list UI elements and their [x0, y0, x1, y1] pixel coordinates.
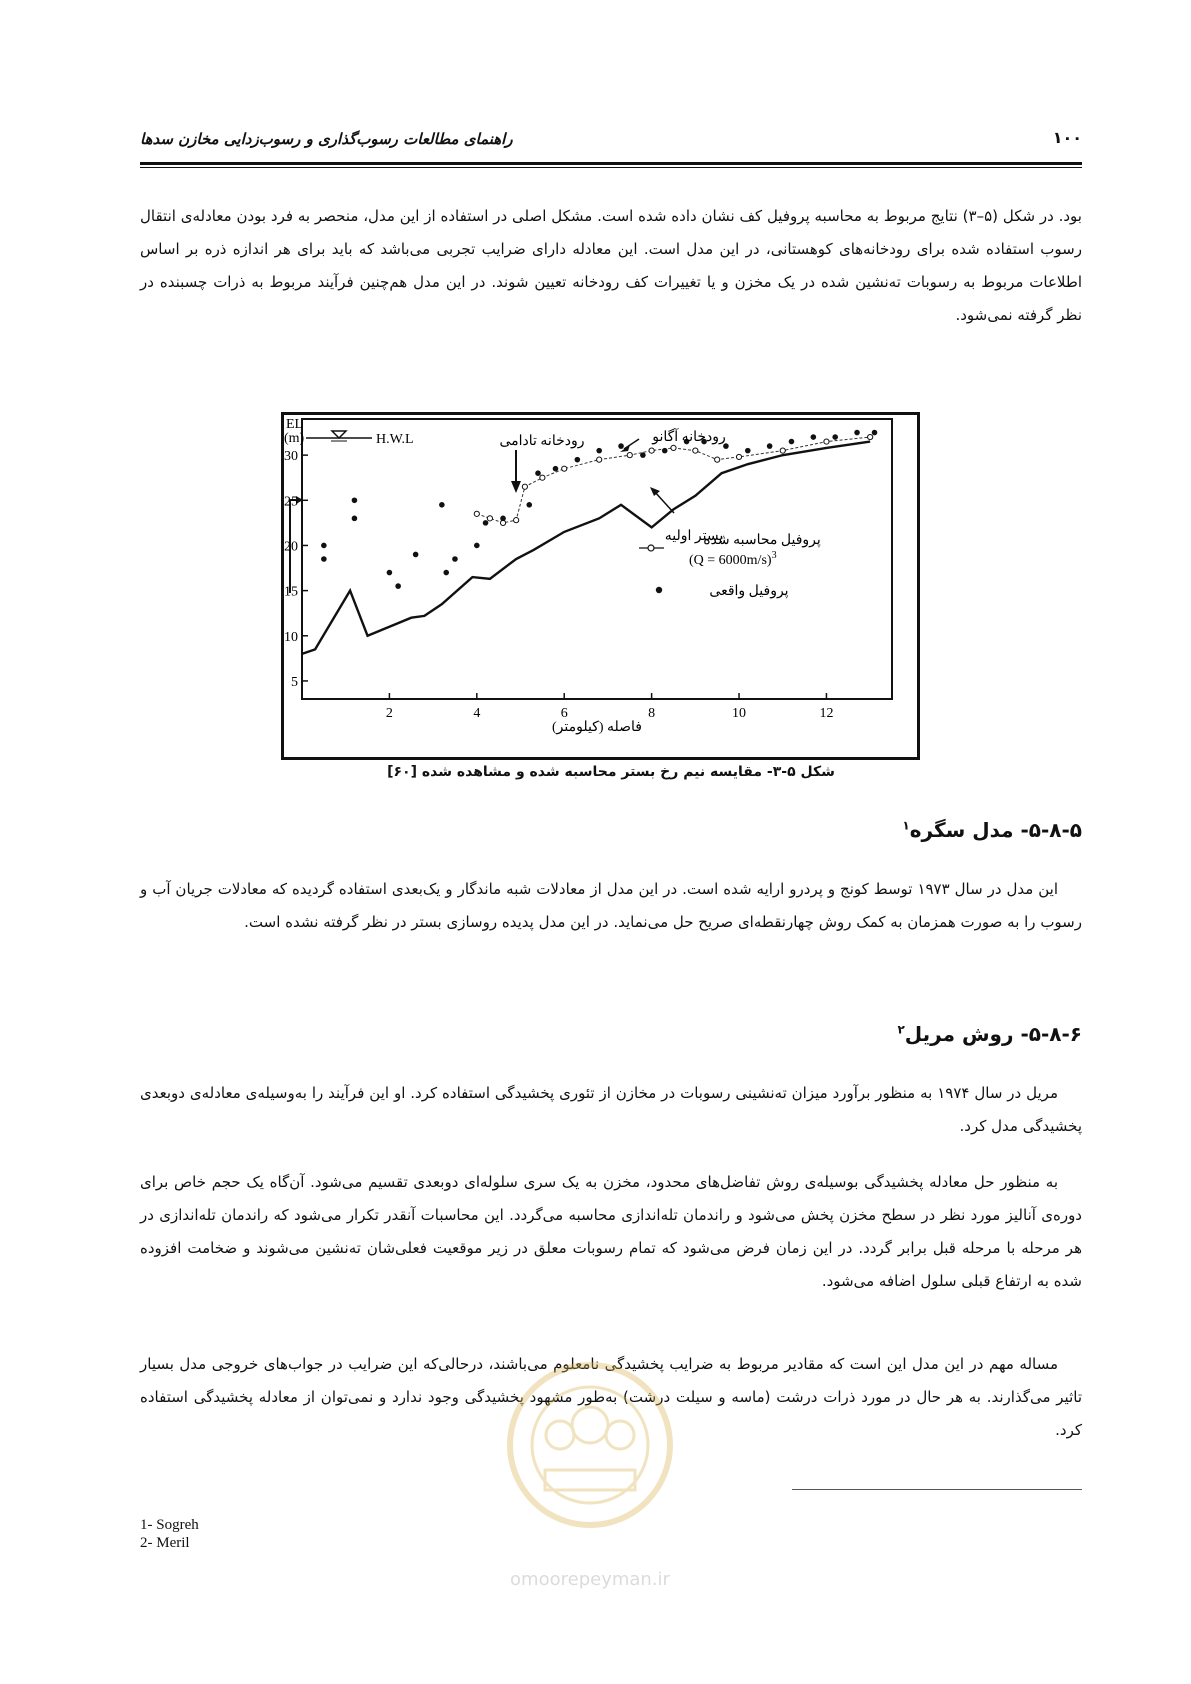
aganu-arrow [624, 439, 639, 449]
observed-profile-point [832, 434, 838, 440]
label-initial-bed: بستر اولیه [664, 529, 724, 544]
header-rule [140, 162, 1082, 165]
observed-profile-point [662, 448, 668, 454]
x-tick-label: 12 [819, 706, 834, 721]
hwl-label: H.W.L [376, 432, 414, 447]
observed-profile-point [535, 470, 541, 476]
observed-profile-point [767, 443, 773, 449]
y-tick-label: 30 [284, 449, 298, 465]
computed-profile-point [540, 475, 545, 480]
observed-profile-point [321, 556, 327, 562]
computed-profile-point [514, 518, 519, 523]
section-heading-sogreh-text: ۵-۸-۵- مدل سگره [909, 818, 1082, 842]
x-tick-label: 8 [648, 706, 656, 721]
computed-profile-point [649, 448, 654, 453]
bed-profile-chart [284, 415, 917, 757]
observed-profile-point [596, 448, 602, 454]
observed-profile-point [321, 543, 327, 549]
tadami-arrowhead [511, 481, 521, 493]
computed-profile-point [522, 484, 527, 489]
y-tick-label: 25 [284, 494, 298, 510]
computed-profile-point [715, 457, 720, 462]
observed-profile-point [854, 430, 860, 436]
legend-discharge [689, 550, 777, 568]
observed-profile-point [395, 583, 401, 589]
label-aganu-river: رودخانه آگانو [652, 430, 726, 445]
computed-profile-point [627, 453, 632, 458]
footnote-2: 2- Meril [140, 1535, 190, 1551]
observed-profile-point [553, 466, 559, 472]
computed-profile-point [474, 511, 479, 516]
legend-observed-label: پروفیل واقعی [709, 584, 789, 599]
legend-discharge-text: (Q = 6000m/s) [689, 553, 772, 568]
book-title: راهنمای مطالعات رسوب‌گذاری و رسوب‌زدایی مخازن سدها [140, 130, 513, 148]
computed-profile-point [671, 445, 676, 450]
paragraph-meril-3: مساله مهم در این مدل این است که مقادیر مربوط به ضرایب پخشیدگی نامعلوم می‌باشند، درحالی‌که این ضرایب در جواب‌های خروجی مدل بسیار تاثیر می‌گذارند. به هر حال در مورد ذرات درشت (ماسه و سیلت درشت) به‌طور مشهود پخشیدگی وجود ندارد و نمی‌توان از معادله پخشیدگی استفاده کرد. [140, 1355, 1082, 1439]
paragraph-sogreh: این مدل در سال ۱۹۷۳ توسط کونج و پردرو ارایه شده است. در این مدل از معادلات شبه ماندگار و یک‌بعدی استفاده گردیده که معادلات جریان آب و رسوب را به صورت همزمان به کمک روش چهارنقطه‌ای صریح حل می‌نماید. در این مدل پدیده روسازی بستر در نظر گرفته نشده است. [140, 880, 1082, 931]
observed-profile-point [811, 434, 817, 440]
x-tick-label: 4 [473, 706, 481, 721]
section-heading-sogreh [140, 818, 1082, 842]
observed-profile-point [526, 502, 532, 508]
computed-profile-point [487, 516, 492, 521]
footnote-ref-2: ۲ [897, 1022, 905, 1037]
hwl-marker [306, 431, 414, 447]
observed-profile-point [789, 439, 795, 445]
y-unit-top: EL [286, 417, 304, 432]
y-tick-label: 10 [284, 629, 298, 645]
observed-profile-point [640, 452, 646, 458]
header-rule-thin [140, 167, 1082, 168]
legend-observed-marker [656, 587, 662, 593]
observed-profile-point [500, 516, 506, 522]
legend-computed-label: پروفیل محاسبه شده [703, 533, 821, 548]
computed-profile-point [597, 457, 602, 462]
computed-profile-point [824, 439, 829, 444]
computed-profile-point [868, 434, 873, 439]
legend-computed-marker [648, 545, 654, 551]
watermark-logo [475, 1340, 705, 1600]
watermark-seal [475, 1340, 705, 1600]
section-heading-meril [140, 1022, 1082, 1046]
observed-profile-point [352, 497, 358, 503]
y-tick-label: 5 [291, 674, 298, 690]
footnote-ref-1: ۱ [902, 818, 910, 833]
x-axis-label: فاصله (کیلومتر) [551, 720, 643, 735]
figure-caption: شکل ۵-۳- مقایسه نیم رخ بستر محاسبه شده و مشاهده شده [۶۰] [387, 764, 835, 780]
section-heading-meril-text: ۵-۸-۶- روش مریل [904, 1022, 1082, 1046]
running-header [140, 128, 1082, 158]
observed-profile-point [575, 457, 581, 463]
initial-bed-arrow [654, 491, 674, 513]
paragraph-meril-2: به منظور حل معادله پخشیدگی بوسیله‌ی روش تفاضل‌های محدود، مخزن به یک سری سلوله‌ای دوبعدی تقسیم می‌شود. آن‌گاه یک حجم خاص برای دوره‌ی آنالیز مورد نظر در سطح مخزن پخش می‌شود و راندمان تله‌اندازی محاسبه می‌گردد. این محاسبات آنقدر تکرار می‌شود که راندمان تله‌اندازی در هر مرحله با مرحله قبل برابر گردد. در این زمان فرض می‌شود که تمام رسوبات معلق در زیر موقعیت فعلی‌شان ته‌نشین می‌شوند و ضخامت افزوده شده به ارتفاع قبلی سلول اضافه می‌شود. [140, 1173, 1082, 1290]
computed-profile-point [780, 448, 785, 453]
observed-profile-point [474, 543, 480, 549]
y-tick-label: 15 [284, 584, 298, 600]
x-tick-label: 6 [560, 706, 568, 721]
footnote-rule [792, 1489, 1082, 1490]
x-tick-label: 10 [732, 706, 747, 721]
observed-profile-point [483, 520, 489, 526]
observed-profile-point [413, 552, 419, 558]
observed-profile-point [352, 516, 358, 522]
observed-profile-point [439, 502, 445, 508]
observed-profile-point [745, 448, 751, 454]
page-number: ۱۰۰ [1052, 128, 1082, 147]
label-tadami-river: رودخانه تادامی [499, 434, 585, 449]
observed-profile-point [618, 443, 624, 449]
observed-profile-point [872, 430, 878, 436]
y-unit-bottom: (m) [284, 431, 305, 446]
legend-discharge-exponent: 3 [771, 550, 777, 561]
paragraph-intro: بود. در شکل (۵–۳) نتایج مربوط به محاسبه پروفیل کف نشان داده شده است. مشکل اصلی در استفاده از این مدل، منحصر به فرد بودن معادله‌ی انتقال رسوب استفاده شده برای رودخانه‌های کوهستانی، در این مدل است. این معادله دارای ضرایب تجربی می‌باشد که باید برای هر اندازه ذره بر اساس اطلاعات مربوط به رسوبات ته‌نشین شده در یک مخزن و یا تغییرات کف رودخانه تعیین شوند. در این مدل هم‌چنین فرآیند مربوط به ذرات چسبنده در نظر گرفته نمی‌شود. [140, 207, 1082, 324]
footnote-1: 1- Sogreh [140, 1517, 199, 1533]
observed-profile-point [443, 570, 449, 576]
computed-profile-point [693, 448, 698, 453]
observed-profile-point [387, 570, 393, 576]
paragraph-meril-1: مریل در سال ۱۹۷۴ به منظور برآورد میزان ته‌نشینی رسوبات در مخازن از تئوری پخشیدگی استفاده کرد. او این فرآیند را به‌وسیله‌ی معادله‌ی دوبعدی پخشیدگی مدل کرد. [140, 1084, 1082, 1135]
x-tick-label: 2 [385, 706, 393, 721]
observed-profile-point [452, 556, 458, 562]
initial-bed-arrowhead [650, 487, 660, 496]
computed-profile-point [736, 454, 741, 459]
watermark-text: omoorepeyman.ir [510, 1569, 670, 1590]
computed-profile-point [562, 466, 567, 471]
y-tick-label: 20 [284, 539, 298, 555]
figure-frame [281, 412, 920, 760]
